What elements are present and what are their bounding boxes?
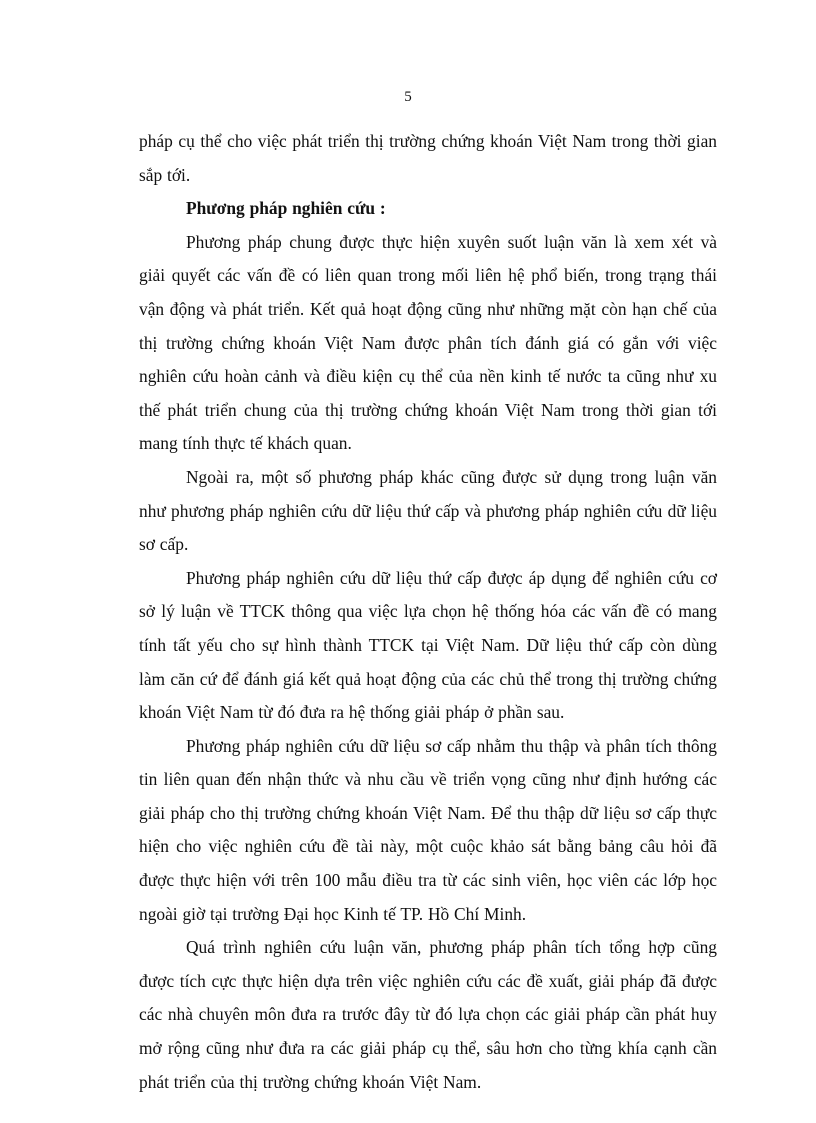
text-line: tin liên quan đến nhận thức và nhu cầu về triển vọng cũng như định hướng các <box>139 769 717 790</box>
text-line: Phương pháp nghiên cứu dữ liệu thứ cấp được áp dụng để nghiên cứu cơ <box>186 567 717 588</box>
text-line: sở lý luận về TTCK thông qua việc lựa chọn hệ thống hóa các vấn đề có mang <box>139 601 717 622</box>
paragraph-synthesis <box>139 931 717 1099</box>
text-line: Phương pháp chung được thực hiện xuyên suốt luận văn là xem xét và <box>186 231 717 252</box>
text-line: làm căn cứ để đánh giá kết quả hoạt động của các chủ thể trong thị trường chứng <box>139 668 717 689</box>
text-line: ngoài giờ tại trường Đại học Kinh tế TP. Hồ Chí Minh. <box>139 903 527 924</box>
paragraph-general-method <box>139 226 717 461</box>
text-line: pháp cụ thể cho việc phát triển thị trường chứng khoán Việt Nam trong thời gian <box>139 131 717 151</box>
text-line: vận động và phát triển. Kết quả hoạt động cũng như những mặt còn hạn chế của <box>139 298 717 319</box>
text-line: phát triển của thị trường chứng khoán Việt Nam. <box>139 1071 482 1092</box>
paragraph-primary-data <box>139 730 717 932</box>
text-line: nghiên cứu hoàn cảnh và điều kiện cụ thể của nền kinh tế nước ta cũng như xu <box>139 366 717 387</box>
text-line: khoán Việt Nam từ đó đưa ra hệ thống giải pháp ở phần sau. <box>139 702 565 723</box>
document-body <box>139 125 717 1099</box>
text-line: được thực hiện với trên 100 mẫu điều tra từ các sinh viên, học viên các lớp học <box>139 870 717 891</box>
paragraph-other-methods <box>139 461 717 562</box>
text-line: mở rộng cũng như đưa ra các giải pháp cụ thể, sâu hơn cho từng khía cạnh cần <box>139 1038 717 1059</box>
section-heading: Phương pháp nghiên cứu : <box>186 198 386 219</box>
text-line: thị trường chứng khoán Việt Nam được phân tích đánh giá có gắn với việc <box>139 332 717 353</box>
intro-paragraph <box>139 125 717 192</box>
text-line: sơ cấp. <box>139 534 189 555</box>
text-line: mang tính thực tế khách quan. <box>139 433 352 454</box>
page-number: 5 <box>404 89 412 105</box>
text-line: các nhà chuyên môn đưa ra trước đây từ đó lựa chọn các giải pháp cần phát huy <box>139 1004 717 1025</box>
text-line: giải pháp cho thị trường chứng khoán Việt Nam. Để thu thập dữ liệu sơ cấp thực <box>139 802 717 823</box>
text-line: sắp tới. <box>139 164 191 185</box>
text-line: thế phát triển chung của thị trường chứng khoán Việt Nam trong thời gian tới <box>139 399 717 420</box>
paragraph-secondary-data <box>139 562 717 730</box>
text-line: Quá trình nghiên cứu luận văn, phương pháp phân tích tổng hợp cũng <box>186 937 717 958</box>
text-line: được tích cực thực hiện dựa trên việc nghiên cứu các đề xuất, giải pháp đã được <box>139 970 717 991</box>
text-line: tính tất yếu cho sự hình thành TTCK tại Việt Nam. Dữ liệu thứ cấp còn dùng <box>139 634 717 655</box>
text-line: Ngoài ra, một số phương pháp khác cũng được sử dụng trong luận văn <box>186 466 717 487</box>
text-line: Phương pháp nghiên cứu dữ liệu sơ cấp nhằm thu thập và phân tích thông <box>186 735 717 756</box>
text-line: như phương pháp nghiên cứu dữ liệu thứ cấp và phương pháp nghiên cứu dữ liệu <box>139 500 717 521</box>
text-line: hiện cho việc nghiên cứu đề tài này, một cuộc khảo sát bằng bảng câu hỏi đã <box>139 836 717 857</box>
text-line: giải quyết các vấn đề có liên quan trong mối liên hệ phổ biến, trong trạng thái <box>139 265 717 286</box>
